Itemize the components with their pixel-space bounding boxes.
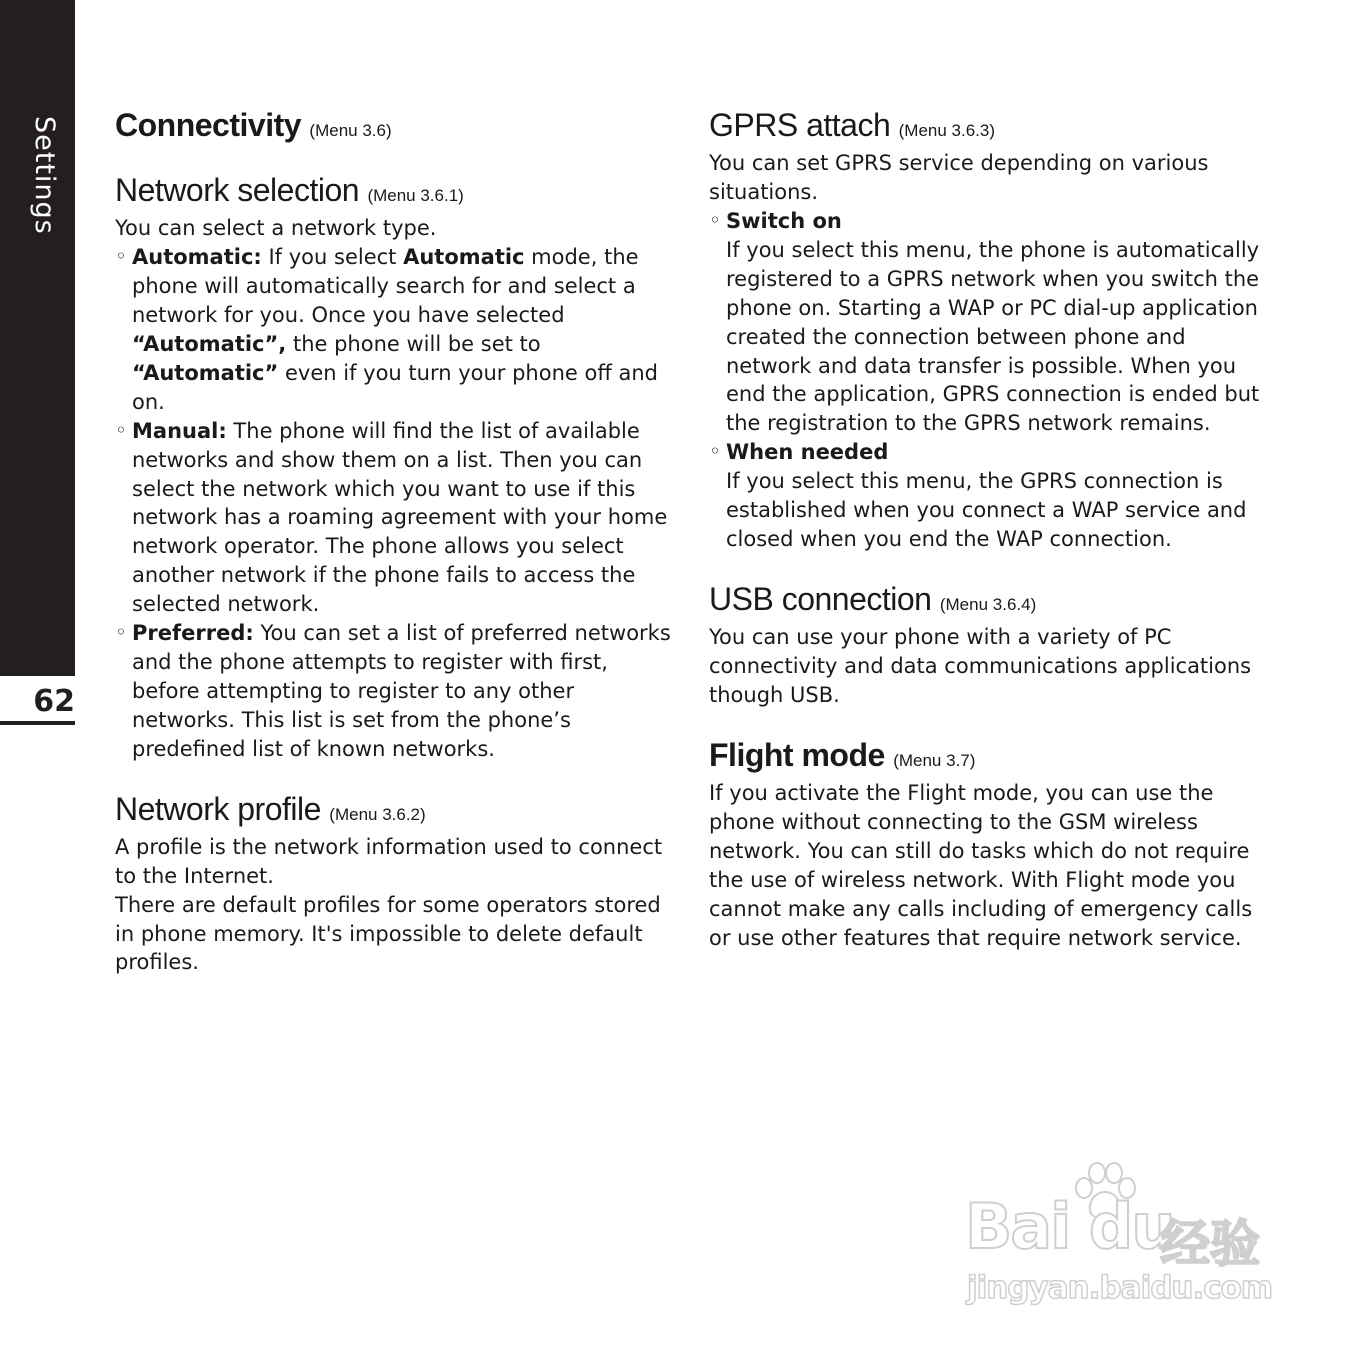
network-profile-para-1: A profile is the network information used to connect to the Internet. bbox=[115, 834, 663, 888]
connectivity-heading bbox=[115, 108, 675, 143]
connectivity-section bbox=[115, 108, 675, 143]
section-title: Settings bbox=[29, 116, 60, 235]
network-selection-intro: You can select a network type. bbox=[115, 216, 437, 241]
gprs-attach-intro: You can set GPRS service depending on various situations. bbox=[709, 151, 1209, 205]
preferred-label: Preferred: bbox=[132, 621, 254, 646]
network-selection-section bbox=[115, 173, 675, 763]
network-profile-para-2: There are default profiles for some operators stored in phone memory. It's impossible to delete default profiles. bbox=[115, 892, 661, 975]
preferred-text: You can set a list of preferred networks and the phone attempts to register with first, before attempting to register to any other networks. This list is set from the phone’s predefined list of known networks. bbox=[132, 621, 671, 761]
page-number: 62 bbox=[33, 684, 75, 719]
manual-text: The phone will find the list of available networks and show them on a list. Then you can select the network which you want to use if this network has a roaming agreement with your home network operator. The phone allows you select another network if the phone fails to access the selected network. bbox=[132, 418, 668, 617]
connectivity-menu-ref: (Menu 3.6) bbox=[309, 121, 392, 140]
automatic-text-4: even if you turn your phone off and on. bbox=[132, 360, 658, 414]
network-profile-heading bbox=[115, 792, 675, 827]
usb-connection-section bbox=[709, 582, 1269, 710]
switch-on-label: Switch on bbox=[726, 209, 842, 233]
gprs-attach-title: GPRS attach bbox=[709, 107, 891, 143]
automatic-text-3: the phone will be set to bbox=[286, 332, 541, 356]
flight-mode-section bbox=[709, 738, 1269, 953]
automatic-text-2: mode, the phone will automatically search for and select a network for you. Once you have selected bbox=[132, 245, 639, 328]
network-profile-section bbox=[115, 792, 675, 978]
network-selection-menu-ref: (Menu 3.6.1) bbox=[367, 186, 464, 206]
automatic-label: Automatic: bbox=[132, 245, 262, 270]
right-column bbox=[709, 108, 1269, 980]
gprs-attach-menu-ref: (Menu 3.6.3) bbox=[898, 121, 996, 140]
sidebar-tab bbox=[0, 0, 75, 676]
baidu-watermark bbox=[965, 1160, 1280, 1310]
gprs-attach-heading bbox=[709, 108, 1269, 143]
watermark-brand: Bai du bbox=[965, 1190, 1174, 1263]
flight-mode-text: If you activate the Flight mode, you can use the phone without connecting to the GSM wireless network. You can still do tasks which do not require the use of wireless network. With Flight mode you cannot make any calls including of emergency calls or use other features that require network service. bbox=[709, 780, 1253, 950]
usb-connection-heading bbox=[709, 582, 1269, 617]
bullet-automatic bbox=[115, 243, 675, 416]
bullet-switch-on bbox=[709, 207, 1269, 438]
network-profile-menu-ref: (Menu 3.6.2) bbox=[329, 804, 426, 824]
when-needed-text: If you select this menu, the GPRS connection is established when you connect a WAP service and closed when you end the WAP connection. bbox=[726, 469, 1247, 551]
bullet-preferred bbox=[115, 619, 675, 764]
automatic-bold-2: “Automatic”, bbox=[132, 332, 287, 356]
connectivity-title: Connectivity bbox=[115, 107, 302, 143]
usb-connection-text: You can use your phone with a variety of PC connectivity and data communications applications though USB. bbox=[709, 625, 1252, 707]
page-number-rule bbox=[0, 721, 75, 725]
flight-mode-heading bbox=[709, 738, 1269, 773]
network-profile-title: Network profile bbox=[115, 790, 321, 827]
watermark-url: jingyan.baidu.com bbox=[967, 1270, 1273, 1306]
watermark-brand-cn: 经验 bbox=[1160, 1215, 1260, 1273]
flight-mode-title: Flight mode bbox=[709, 736, 885, 773]
gprs-attach-section bbox=[709, 108, 1269, 554]
network-selection-title: Network selection bbox=[115, 172, 360, 209]
when-needed-label: When needed bbox=[726, 440, 889, 465]
automatic-bold-1: Automatic bbox=[403, 245, 525, 270]
network-selection-heading bbox=[115, 173, 675, 208]
flight-mode-menu-ref: (Menu 3.7) bbox=[893, 750, 976, 770]
bullet-manual bbox=[115, 417, 675, 619]
manual-label: Manual: bbox=[132, 418, 227, 443]
usb-connection-menu-ref: (Menu 3.6.4) bbox=[939, 594, 1037, 614]
automatic-text-1: If you select bbox=[261, 245, 404, 270]
automatic-bold-3: “Automatic” bbox=[132, 360, 279, 385]
usb-connection-title: USB connection bbox=[709, 580, 932, 617]
left-column bbox=[115, 108, 675, 1005]
switch-on-text: If you select this menu, the phone is automatically registered to a GPRS network when you switch the phone on. Starting a WAP or PC dial-up application created the connection between phone and network and data transfer is possible. When you end the application, GPRS connection is ended but the registration to the GPRS network remains. bbox=[726, 237, 1260, 436]
bullet-when-needed bbox=[709, 438, 1269, 554]
